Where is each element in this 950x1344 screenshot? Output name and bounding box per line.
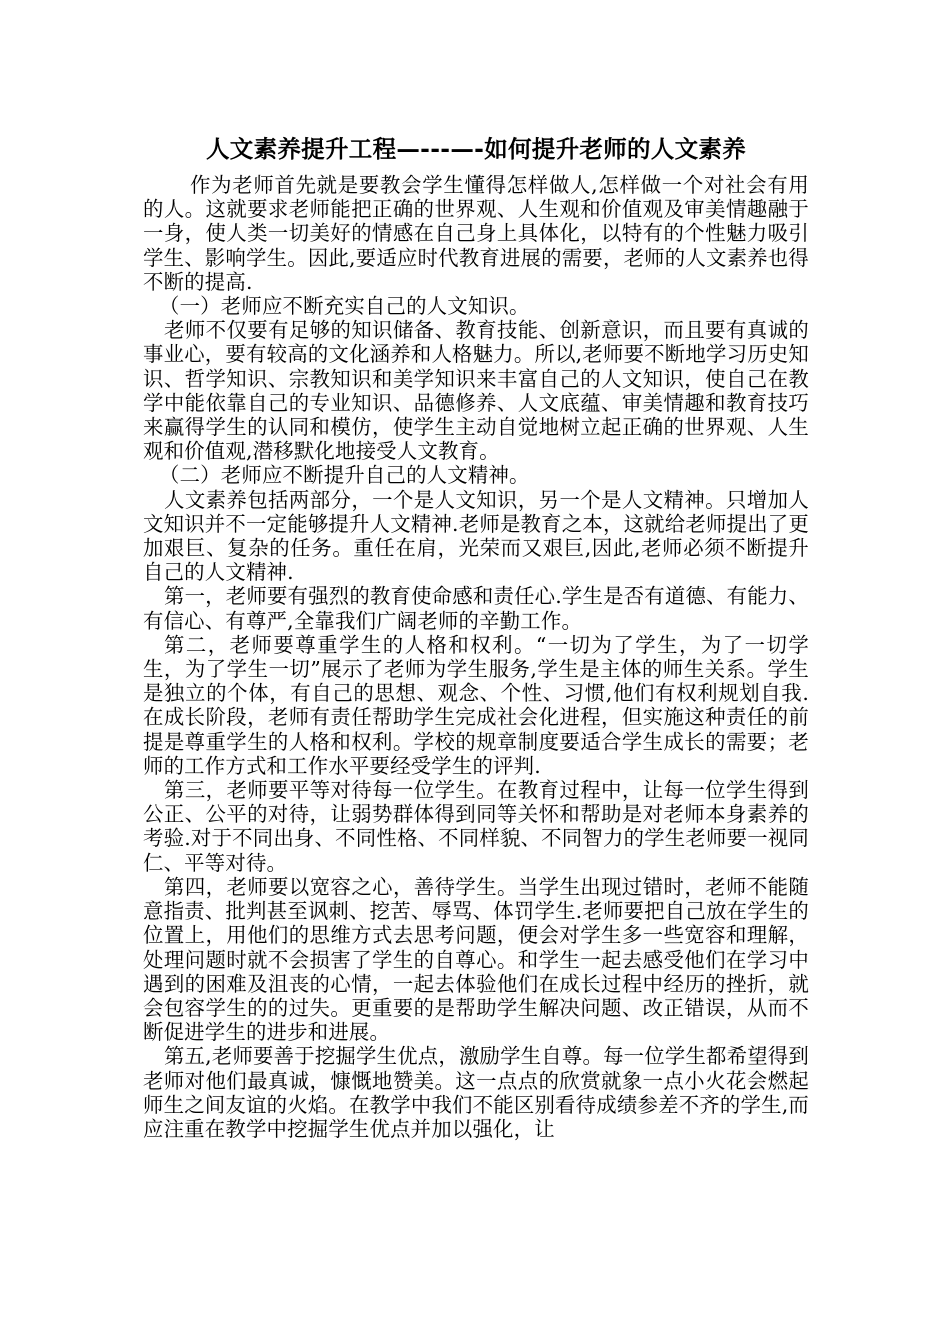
document-page (143, 0, 809, 1141)
point-3-paragraph: 第三，老师要平等对待每一位学生。在教育过程中，让每一位学生得到公正、公平的对待，让弱势群体得到同等关怀和帮助是对老师本身素养的考验.对于不同出身、不同性格、不同样貌、不同智力的学生老师要一视同仁、平等对待。 (143, 778, 809, 875)
intro-paragraph: 作为老师首先就是要教会学生懂得怎样做人,怎样做一个对社会有用的人。这就要求老师能把正确的世界观、人生观和价值观及审美情趣融于一身，使人类一切美好的情感在自己身上具体化，以特有的个性魅力吸引学生、影响学生。因此,要适应时代教育进展的需要，老师的人文素养也得不断的提高. (143, 173, 809, 294)
point-1-paragraph: 第一，老师要有强烈的教育使命感和责任心.学生是否有道德、有能力、有信心、有尊严,全靠我们广阔老师的辛勤工作。 (143, 584, 809, 633)
document-title: 人文素养提升工程—---—-如何提升老师的人文素养 (205, 135, 746, 163)
section-2-intro-paragraph: 人文素养包括两部分，一个是人文知识，另一个是人文精神。只增加人文知识并不一定能够提升人文精神.老师是教育之本，这就给老师提出了更加艰巨、复杂的任务。重任在肩，光荣而又艰巨,因此,老师必须不断提升自己的人文精神. (143, 487, 809, 585)
point-4-paragraph: 第四，老师要以宽容之心，善待学生。当学生出现过错时，老师不能随意指责、批判甚至讽刺、挖苦、辱骂、体罚学生.老师要把自己放在学生的位置上，用他们的思维方式去思考问题，便会对学生多一些宽容和理解，处理问题时就不会损害了学生的自尊心。和学生一起去感受他们在学习中遇到的困难及沮丧的心情，一起去体验他们在成长过程中经历的挫折，就会包容学生的的过失。更重要的是帮助学生解决问题、改正错误，从而不断促进学生的进步和进展。 (143, 874, 809, 1045)
section-heading-1: （一）老师应不断充实自己的人文知识。 (159, 294, 530, 319)
section-1-paragraph: 老师不仅要有足够的知识储备、教育技能、创新意识，而且要有真诚的事业心，要有较高的文化涵养和人格魅力。所以,老师要不断地学习历史知识、哲学知识、宗教知识和美学知识来丰富自己的人文知识，使自己在教学中能依靠自己的专业知识、品德修养、人文底蕴、审美情趣和教育技巧来赢得学生的认同和模仿，使学生主动自觉地树立起正确的世界观、人生观和价值观,潜移默化地接受人文教育。 (143, 318, 809, 464)
section-heading-2: （二）老师应不断提升自己的人文精神。 (159, 463, 530, 488)
document-body (143, 173, 809, 1141)
point-5-paragraph: 第五,老师要善于挖掘学生优点，激励学生自尊。每一位学生都希望得到老师对他们最真诚，慷慨地赞美。这一点点的欣赏就象一点小火花会燃起师生之间友谊的火焰。在教学中我们不能区别看待成绩参差不齐的学生,而应注重在教学中挖掘学生优点并加以强化，让 (143, 1044, 809, 1141)
point-2-paragraph: 第二，老师要尊重学生的人格和权利。“一切为了学生，为了一切学生，为了学生一切”展示了老师为学生服务,学生是主体的师生关系。学生是独立的个体，有自己的思想、观念、个性、习惯,他们有权利规划自我.在成长阶段，老师有责任帮助学生完成社会化进程，但实施这种责任的前提是尊重学生的人格和权利。学校的规章制度要适合学生成长的需要；老师的工作方式和工作水平要经受学生的评判. (143, 632, 809, 778)
